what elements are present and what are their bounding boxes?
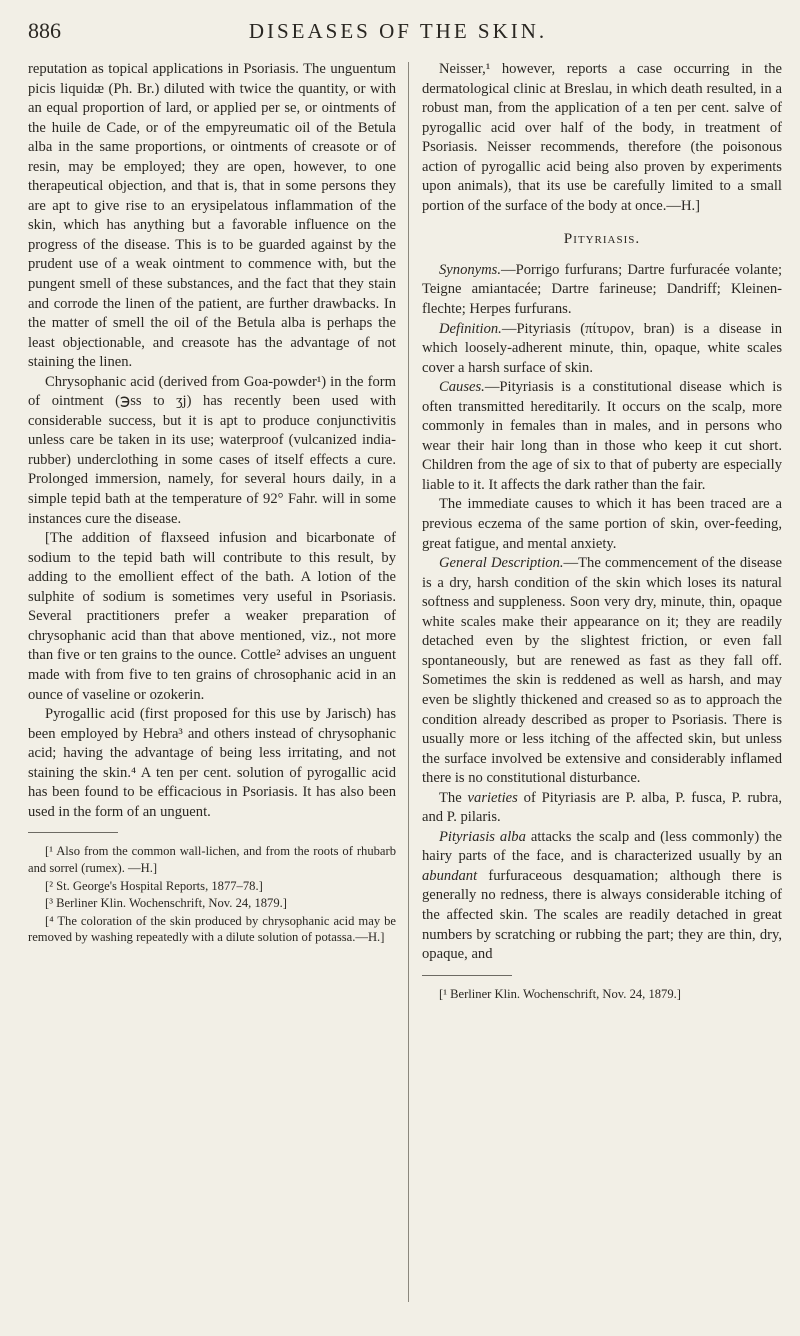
left-column [28, 60, 396, 947]
general-description-text: —The commencement of the disease is a dry, harsh condition of the skin which loses its natural softness and suppleness. Soon very dry, minute, thin, opaque white scales make their appearance on it; they are readily detached even by the slightest friction, or even fall spontaneously, but are renewed as fast as they fall off. Sometimes the skin is reddened as well as harsh, and may even be slightly thickened and creased so as to approach the condition already described as proper to Psoriasis. There is usually more or less itching of the affected skin, but unless the surface involved be extensive and considerably inflamed there is no constitutional disturbance. [422, 555, 782, 787]
general-description-paragraph [422, 554, 782, 789]
alba-label: Pityriasis alba [439, 828, 526, 845]
footnote: [¹ Berliner Klin. Wochenschrift, Nov. 24, 1879.] [439, 986, 681, 1001]
varieties-label: varieties [467, 789, 518, 806]
footnote-divider [28, 832, 118, 833]
synonyms-paragraph [422, 261, 782, 320]
page-number: 886 [28, 18, 61, 43]
varieties-pre: The [439, 789, 468, 806]
definition-label: Definition. [439, 320, 502, 337]
footnote: [¹ Also from the common wall-lichen, and from the roots of rhubarb and sorrel (rumex). —H.] [28, 844, 396, 875]
paragraph: The immediate causes to which it has been traced are a previous eczema of the same portion of skin, over-feeding, great fatigue, and mental anxiety. [422, 496, 782, 552]
synonyms-text: —Porrigo furfurans; Dartre furfuracée volante; Teigne amiantacée; Dartre farineuse; Dandriff; Kleinen-flechte; Herpes furfurans. [422, 261, 782, 318]
paragraph: Chrysophanic acid (derived from Goa-powder¹) in the form of ointment (℈ss to ʒj) has recently been used with considerable success, but it is apt to produce conjunctivitis unless care be taken in its use; waterproof (vulcanized india-rubber) underclothing in some cases of itself effects a cure. Prolonged immersion, namely, for several hours daily, in a simple tepid bath at the temperature of 92° Fahr. will in some instances cure the disease. [28, 373, 396, 527]
varieties-text: of Pityriasis are P. alba, P. fusca, P. rubra, and P. pilaris. [422, 789, 782, 826]
definition-paragraph [422, 320, 782, 379]
definition-text: —Pityriasis (πίτυρον, bran) is a disease in which loosely-adherent minute, thin, opaque, white scales cover a harsh surface of skin. [422, 320, 782, 376]
section-title: Pityriasis. [563, 230, 641, 248]
footnote-divider [422, 975, 512, 976]
paragraph: Neisser,¹ however, reports a case occurring in the dermatological clinic at Breslau, in which death resulted, in a robust man, from the application of a ten per cent. salve of pyrogallic acid over half of the body, in treatment of Psoriasis. Neisser recommends, therefore (the poisonous action of pyrogallic acid being also proven by experiments upon animals), that its use be carefully limited to a small portion of the surface of the body at once.—H.] [422, 61, 782, 214]
footnote: [² St. George's Hospital Reports, 1877–78.] [45, 878, 263, 893]
paragraph: [The addition of flaxseed infusion and bicarbonate of sodium to the tepid bath will contribute to this result, by adding to the emollient effect of the bath. A lotion of the sulphite of sodium is sometimes very useful in Psoriasis. Several practitioners prefer a weaker preparation of chrysophanic acid than that above mentioned, viz., not more than five or ten grains to the ounce. Cottle² advises an unguent made with from five to ten grains of chrosophanic acid in an ounce of vaseline or ozokerin. [28, 530, 396, 703]
alba-paragraph [422, 828, 782, 965]
footnote: [³ Berliner Klin. Wochenschrift, Nov. 24, 1879.] [45, 896, 287, 911]
running-head: DISEASES OF THE SKIN. [248, 19, 548, 43]
causes-text: —Pityriasis is a constitutional disease which is often transmitted hereditarily. It occurs on the scalp, more commonly in females than in males, and in persons who wear their hair long than in those who keep it cut short. Children from the age of six to that of puberty are especially liable to it. It affects the dark rather than the fair. [422, 379, 782, 493]
column-divider [408, 62, 409, 1302]
alba-text: attacks the scalp and (less commonly) the hairy parts of the face, and is characterized usually by an [422, 828, 782, 865]
right-column [422, 60, 782, 1003]
causes-label: Causes. [439, 379, 485, 396]
general-description-label: General Description. [439, 555, 564, 572]
alba-abundant: abundant [422, 867, 478, 884]
alba-text: furfuraceous desquamation; although there is generally no redness, there is always considerable itching of the affected skin. The scales are readily detached in great numbers by scratching or rubbing the part; they are thin, dry, opaque, and [422, 867, 782, 963]
causes-paragraph [422, 378, 782, 495]
synonyms-label: Synonyms. [439, 261, 502, 278]
paragraph: reputation as topical applications in Psoriasis. The unguentum picis liquidæ (Ph. Br.) diluted with twice the quantity, or with an equal proportion of lard, or applied per se, or ointments of the huile de Cade, or of the empyreumatic oil of the Betula alba in the same proportions, or ointments of creasote or of resin, may be employed; they are open, however, to one therapeutical objection, and that is, that in some persons they are apt to give rise to an erysipelatous inflammation of the skin, which has anything but a favorable influence on the progress of the disease. This is to be guarded against by the prudent use of a weak ointment to commence with, but the pungent smell of these substances, and the fact that they stain and corrode the linen of the patient, are further drawbacks. In the matter of smell the oil of the Betula alba is perhaps the least objectionable, and creasote has the advantage of not staining the linen. [28, 61, 396, 371]
footnote: [⁴ The coloration of the skin produced by chrysophanic acid may be removed by washing repeatedly with a dilute solution of potassa.—H.] [28, 913, 396, 945]
varieties-paragraph [422, 789, 782, 828]
paragraph: Pyrogallic acid (first proposed for this use by Jarisch) has been employed by Hebra³ and others instead of chrysophanic acid; having the advantage of being less irritating, and not staining the skin.⁴ A ten per cent. solution of pyrogallic acid has been found to be efficacious in Psoriasis. It has also been used in the form of an unguent. [28, 706, 396, 820]
